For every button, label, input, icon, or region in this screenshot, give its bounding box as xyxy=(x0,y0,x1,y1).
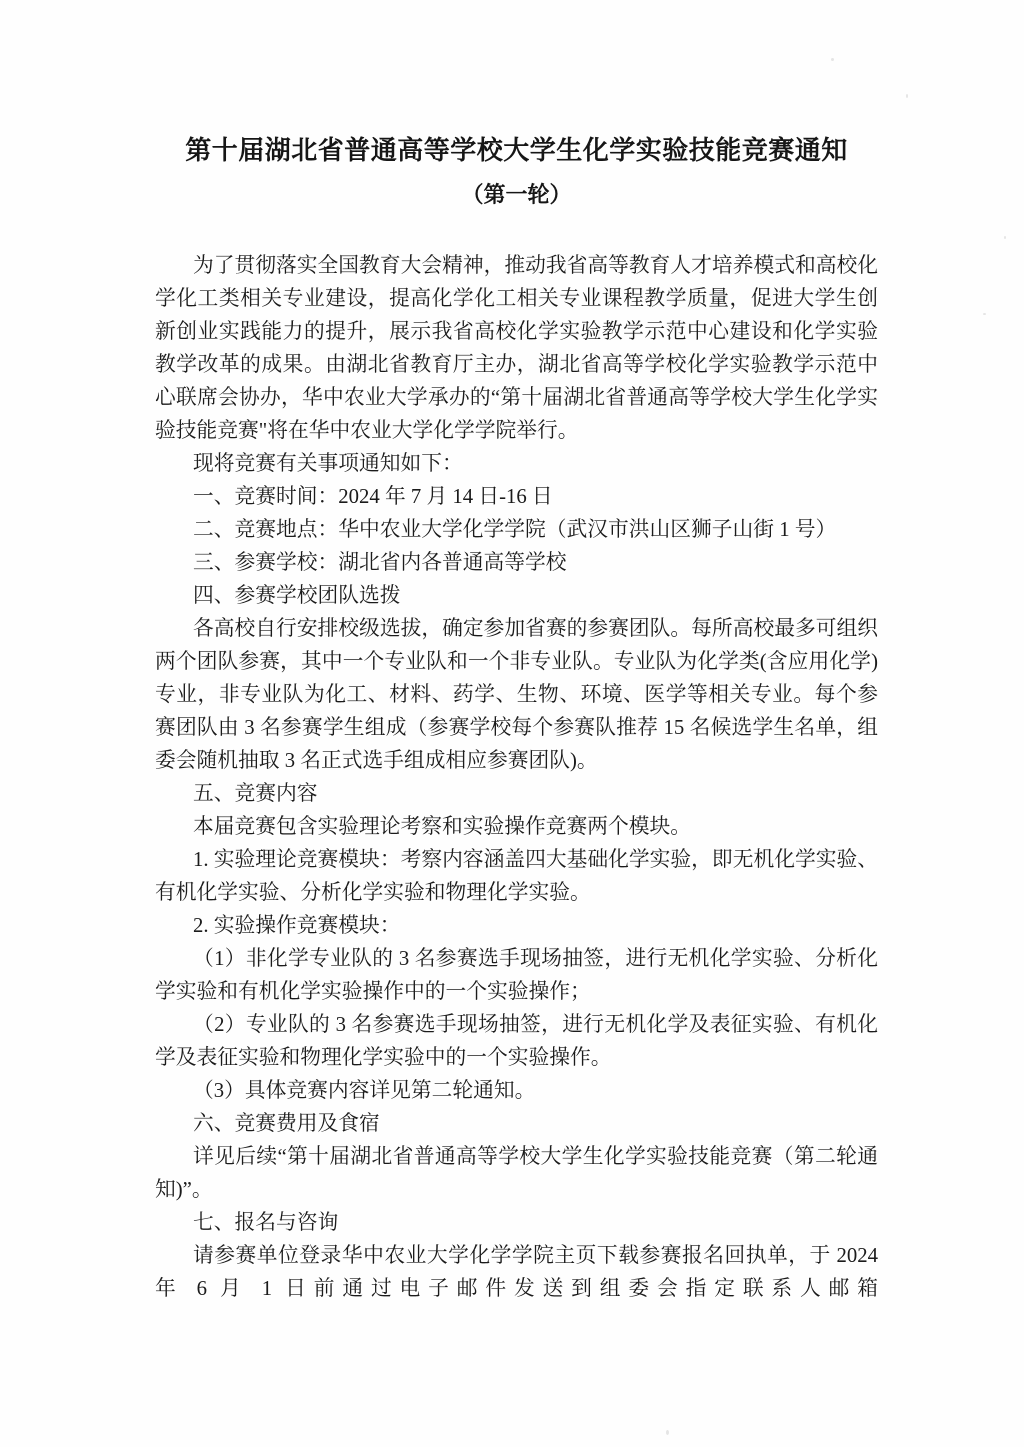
scan-artifact xyxy=(906,94,908,98)
item-5-heading: 五、竞赛内容 xyxy=(193,783,318,805)
item-5-module-operation: 2. 实验操作竞赛模块： xyxy=(193,915,401,937)
scan-artifact xyxy=(1004,236,1006,239)
item-4-body: 各高校自行安排校级选拔，确定参加省赛的参赛团队。每所高校最多可组织两个团队参赛，其中一个专业队和一个非专业队。专业队为化学类(含应用化学)专业，非专业队为化工、材料、药学、生物、环境、医学等相关专业。每个参赛团队由 3 名参赛学生组成（参赛学校每个参赛队推荐 15 名候选学生名单，组委会随机抽取 3 名正式选手组成相应参赛团队)。 xyxy=(155,618,878,772)
document-subtitle: （第一轮） xyxy=(461,182,572,207)
item-6-heading: 六、竞赛费用及食宿 xyxy=(193,1113,380,1135)
paragraph-notice-lead: 现将竞赛有关事项通知如下： xyxy=(193,453,463,475)
item-5-lead: 本届竞赛包含实验理论考察和实验操作竞赛两个模块。 xyxy=(193,816,692,838)
item-5-operation-sub-2: （2）专业队的 3 名参赛选手现场抽签，进行无机化学及表征实验、有机化学及表征实验和物理化学实验中的一个实验操作。 xyxy=(155,1014,878,1069)
item-4-heading: 四、参赛学校团队选拨 xyxy=(193,585,401,607)
scan-artifact xyxy=(983,313,986,315)
scan-artifact xyxy=(666,1430,669,1435)
scan-artifact xyxy=(831,58,834,61)
item-1-time: 一、竞赛时间：2024 年 7 月 14 日-16 日 xyxy=(193,486,553,508)
item-3-schools: 三、参赛学校：湖北省内各普通高等学校 xyxy=(193,552,567,574)
item-6-body: 详见后续“第十届湖北省普通高等学校大学生化学实验技能竞赛（第二轮通知)”。 xyxy=(155,1146,878,1201)
document-body xyxy=(155,250,878,1306)
document-content xyxy=(155,134,878,1306)
paragraph-intro: 为了贯彻落实全国教育大会精神，推动我省高等教育人才培养模式和高校化学化工类相关专业建设，提高化学化工相关专业课程教学质量，促进大学生创新创业实践能力的提升，展示我省高校化学实验教学示范中心建设和化学实验教学改革的成果。由湖北省教育厅主办，湖北省高等学校化学实验教学示范中心联席会协办，华中农业大学承办的“第十届湖北省普通高等学校大学生化学实验技能竞赛"将在华中农业大学化学学院举行。 xyxy=(155,255,878,442)
item-7-heading: 七、报名与咨询 xyxy=(193,1212,339,1234)
item-5-operation-sub-1: （1）非化学专业队的 3 名参赛选手现场抽签，进行无机化学实验、分析化学实验和有机化学实验操作中的一个实验操作； xyxy=(155,948,878,1003)
item-2-location: 二、竞赛地点：华中农业大学化学学院（武汉市洪山区狮子山街 1 号） xyxy=(193,519,837,541)
item-7-body: 请参赛单位登录华中农业大学化学学院主页下载参赛报名回执单，于 2024 年 6 月 1 日前通过电子邮件发送到组委会指定联系人邮箱 xyxy=(155,1245,878,1300)
item-5-module-theory: 1. 实验理论竞赛模块：考察内容涵盖四大基础化学实验，即无机化学实验、有机化学实验、分析化学实验和物理化学实验。 xyxy=(155,849,878,904)
item-5-operation-sub-3: （3）具体竞赛内容详见第二轮通知。 xyxy=(193,1080,536,1102)
document-title: 第十届湖北省普通高等学校大学生化学实验技能竞赛通知 xyxy=(185,135,848,165)
